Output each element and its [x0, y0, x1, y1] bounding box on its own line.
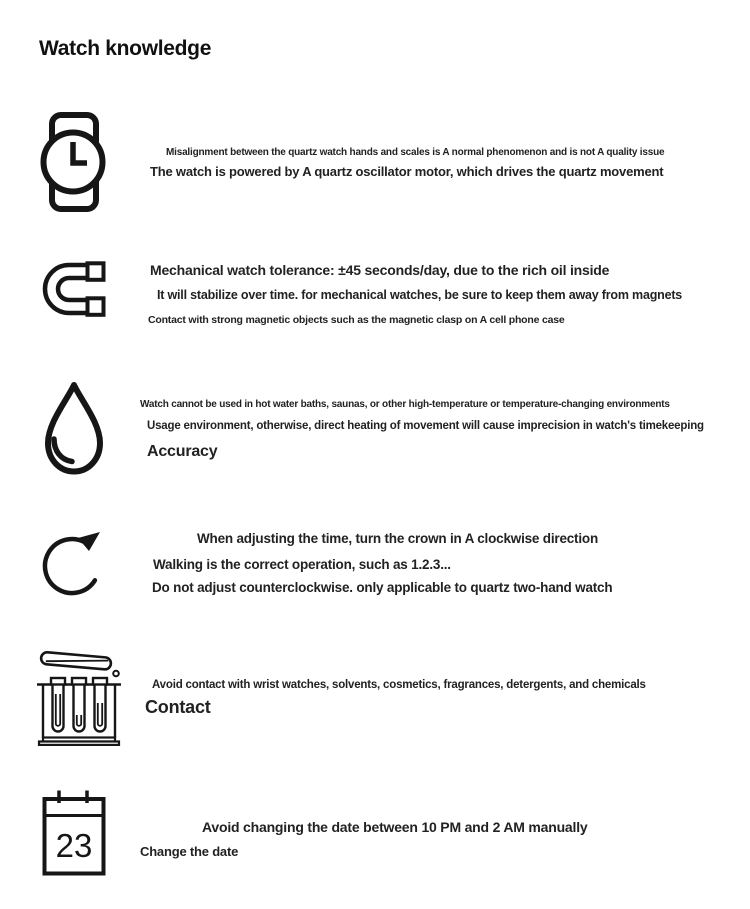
page-title: Watch knowledge	[39, 37, 212, 60]
date-change-warning: Avoid changing the date between 10 PM and 2 AM manually	[202, 819, 588, 835]
contact-heading: Contact	[145, 697, 211, 717]
quartz-movement-note: The watch is powered by A quartz oscillator motor, which drives the quartz movement	[150, 164, 664, 179]
wristwatch-icon	[40, 112, 108, 212]
clockwise-note: When adjusting the time, turn the crown in A clockwise direction	[197, 531, 598, 546]
change-date-heading: Change the date	[140, 844, 239, 859]
test-tubes-icon	[36, 646, 122, 746]
quartz-misalignment-note: Misalignment between the quartz watch hands and scales is A normal phenomenon and is not A quality issue	[166, 147, 665, 158]
magnet-icon	[42, 261, 108, 321]
hot-water-note: Watch cannot be used in hot water baths, saunas, or other high-temperature or temperature-changing environments	[140, 399, 670, 410]
usage-environment-note: Usage environment, otherwise, direct heating of movement will cause imprecision in watch's timekeeping	[147, 420, 704, 432]
stabilize-note: It will stabilize over time. for mechanical watches, be sure to keep them away from magnets	[157, 288, 683, 302]
tolerance-note: Mechanical watch tolerance: ±45 seconds/day, due to the rich oil inside	[150, 262, 610, 278]
magnet-contact-note: Contact with strong magnetic objects such as the magnetic clasp on A cell phone case	[148, 314, 565, 326]
clockwise-rotation-icon	[42, 522, 108, 602]
accuracy-heading: Accuracy	[147, 443, 218, 460]
calendar-day-number: 23	[55, 827, 93, 864]
chemicals-note: Avoid contact with wrist watches, solvents, cosmetics, fragrances, detergents, and chemicals	[152, 679, 646, 691]
calendar-icon	[42, 790, 106, 876]
walking-note: Walking is the correct operation, such as 1.2.3...	[153, 557, 451, 572]
water-drop-icon	[40, 381, 108, 479]
counterclockwise-note: Do not adjust counterclockwise. only applicable to quartz two-hand watch	[152, 580, 613, 595]
